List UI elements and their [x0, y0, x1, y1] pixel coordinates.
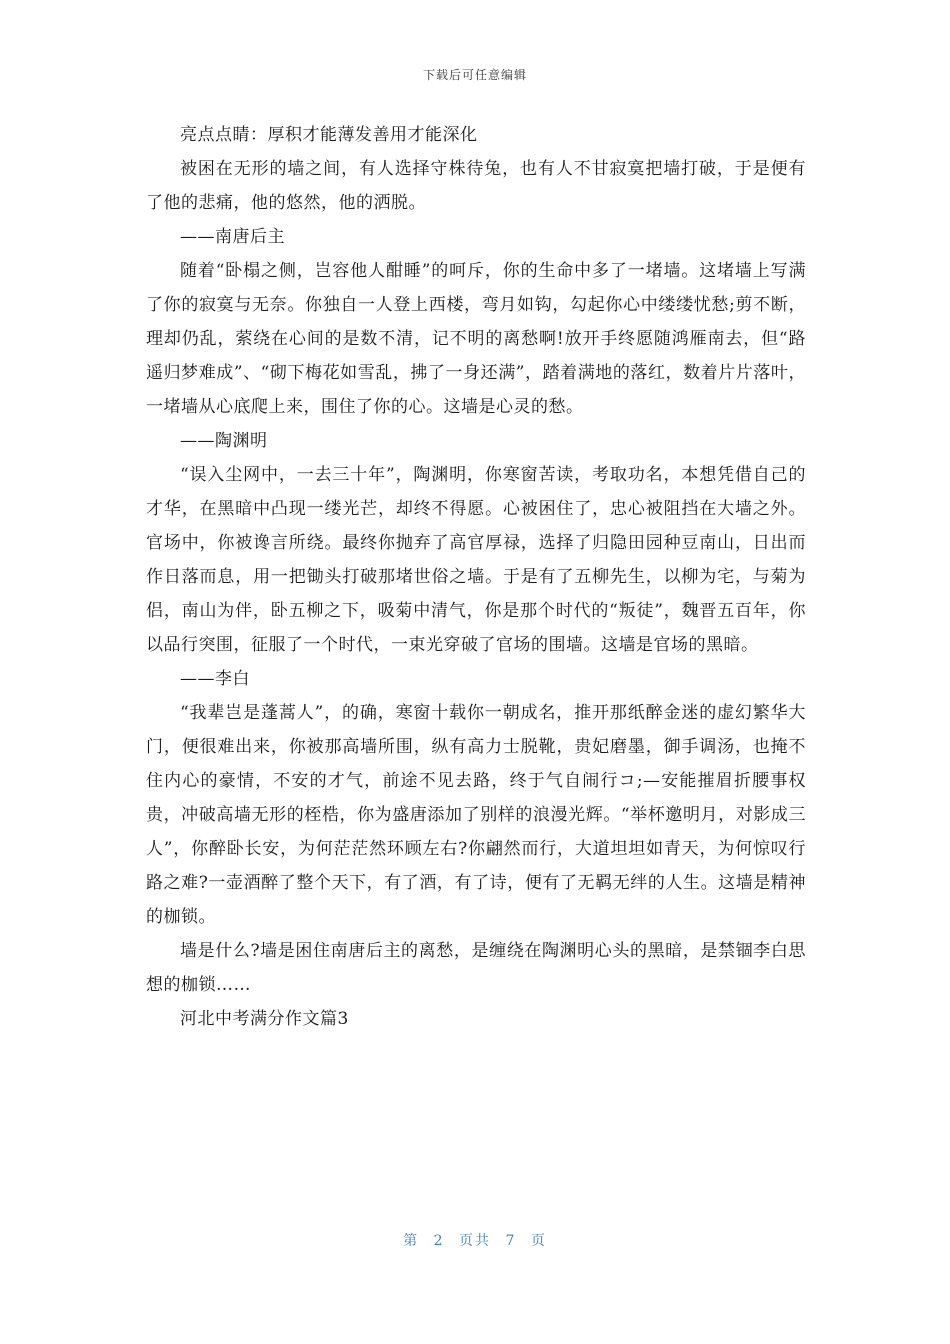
page-middle: 页共	[459, 1233, 491, 1249]
document-body	[146, 118, 806, 1036]
paragraph-taoyuanming: “误入尘网中，一去三十年”，陶渊明，你寒窗苦读，考取功名，本想凭借自己的才华，在黑暗中凸现一缕光芒，却终不得愿。心被困住了，忠心被阻挡在大墙之外。官场中，你被谗言所绕。最终你抛弃了高官厚禄，选择了归隐田园种豆南山，日出而作日落而息，用一把锄头打破那堵世俗之墙。于是有了五柳先生，以柳为宅，与菊为侣，南山为伴，卧五柳之下，吸菊中清气，你是那个时代的“叛徒”，魏晋五百年，你以品行突围，征服了一个时代，一束光穿破了官场的围墙。这墙是官场的黑暗。	[146, 465, 806, 655]
paragraph-libai: “我辈岂是蓬蒿人”，的确，寒窗十载你一朝成名，推开那纸醉金迷的虚幻繁华大门，便很难出来，你被那高墙所围，纵有高力士脱靴，贵妃磨墨，御手调汤，也掩不住内心的豪情，不安的才气，前途不见去路，终于气自闹行コ;—安能摧眉折腰事权贵，冲破高墙无形的桎梏，你为盛唐添加了别样的浪漫光辉。“举杯邀明月，对影成三人”，你醉卧长安，为何茫茫然环顾左右?你翩然而行，大道坦坦如青天，为何惊叹行路之难?一壶酒醉了整个天下，有了酒，有了诗，便有了无羁无绊的人生。这墙是精神的枷锁。	[146, 703, 806, 927]
section-heading-libai: ——李白	[180, 669, 250, 689]
page-header: 下载后可任意编辑	[422, 68, 527, 82]
total-pages: 7	[505, 1233, 517, 1249]
paragraph-nantang: 随着“卧榻之侧，岂容他人酣睡”的呵斥，你的生命中多了一堵墙。这堵墙上写满了你的寂寞与无奈。你独自一人登上西楼，弯月如钩，勾起你心中缕缕忧愁;剪不断，理却仍乱，萦绕在心间的是数不清，记不明的离愁啊!放开手终愿随鸿雁南去，但“路遥归梦难成”、“砌下梅花如雪乱，拂了一身还满”，踏着满地的落红，数着片片落叶，一堵墙从心底爬上来，围住了你的心。这墙是心灵的愁。	[146, 261, 806, 417]
current-page: 2	[433, 1233, 445, 1249]
page-number	[0, 1230, 950, 1250]
next-article-title: 河北中考满分作文篇3	[180, 1009, 349, 1029]
intro-paragraph: 被困在无形的墙之间，有人选择守株待兔，也有人不甘寂寞把墙打破，于是便有了他的悲痛，他的悠然，他的洒脱。	[146, 159, 806, 213]
page-suffix: 页	[530, 1233, 547, 1249]
section-heading-taoyuanming: ——陶渊明	[180, 431, 268, 451]
page-prefix: 第	[403, 1233, 420, 1249]
conclusion-paragraph: 墙是什么?墙是困住南唐后主的离愁，是缠绕在陶渊明心头的黑暗，是禁锢李白思想的枷锁……	[146, 941, 806, 995]
highlight-line: 亮点点睛：厚积才能薄发善用才能深化	[180, 125, 478, 145]
section-heading-nantang: ——南唐后主	[180, 227, 285, 247]
